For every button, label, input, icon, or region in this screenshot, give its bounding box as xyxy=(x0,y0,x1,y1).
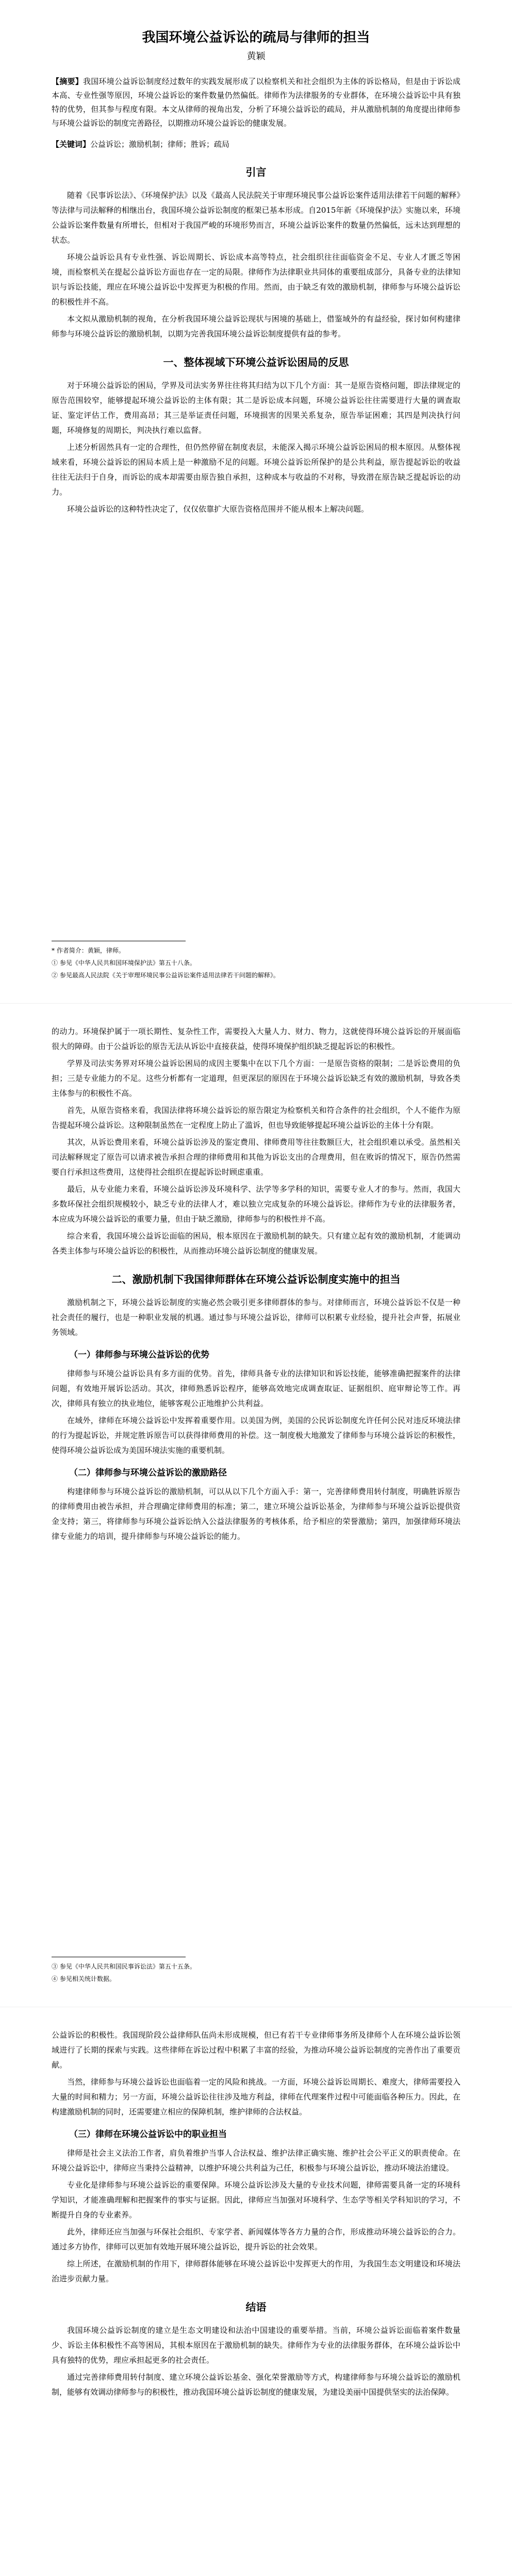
paragraph: 综上所述，在激励机制的作用下，律师群体能够在环境公益诉讼中发挥更大的作用，为我国生态文明建设和环境法治进步贡献力量。 xyxy=(52,2259,460,2283)
footnote: ④ 参见相关统计数据。 xyxy=(52,1975,115,1982)
subsection-heading: （一）律师参与环境公益诉讼的优势 xyxy=(69,1350,209,1360)
paper-title: 我国环境公益诉讼的疏局与律师的担当 xyxy=(142,30,370,45)
paragraph: 环境公益诉讼的这种特性决定了，仅仅依靠扩大原告资格范围并不能从根本上解决问题。 xyxy=(67,504,369,514)
paragraph: 我国环境公益诉讼制度的建立是生态文明建设和法治中国建设的重要举措。当前，环境公益诉讼面临着案件数量少、诉讼主体积极性不高等困局，其根本原因在于激励机制的缺失。律师作为专业的法律服务群体，在环境公益诉讼中具有独特的优势，理应承担起更多的社会责任。 xyxy=(52,2326,460,2365)
paragraph: 构建律师参与环境公益诉讼的激励机制，可以从以下几个方面入手：第一，完善律师费用转付制度，明确胜诉原告的律师费用由被告承担，并合理确定律师费用的标准；第二，建立环境公益诉讼基金，为律师参与环境公益诉讼提供资金支持；第三，将律师参与环境公益诉讼纳入公益法律服务的考核体系，给予相应的荣誉激励；第四，加强律师环境法律专业能力的培训，提升律师参与环境公益诉讼的能力。 xyxy=(52,1487,460,1541)
page-3-body xyxy=(52,2028,460,2286)
conclusion-heading: 结语 xyxy=(245,2301,267,2313)
footnotes-page-1 xyxy=(52,929,460,982)
paragraph: 在域外，律师在环境公益诉讼中发挥着重要作用。以美国为例，美国的公民诉讼制度允许任何公民对违反环境法律的行为提起诉讼，并规定胜诉原告可以获得律师费用的补偿。这一制度极大地激发了律师参与环境公益诉讼的积极性，使得环境公益诉讼成为美国环境法实施的重要机制。 xyxy=(52,1416,460,1455)
paragraph: 公益诉讼的积极性。我国现阶段公益律师队伍尚未形成规模，但已有若干专业律师事务所及律师个人在环境公益诉讼领域进行了长期的探索与实践。这些律师在诉讼过程中积累了丰富的经验，为推动环境公益诉讼制度的完善作出了重要贡献。 xyxy=(52,2030,460,2070)
paragraph: 此外，律师还应当加强与环保社会组织、专家学者、新闻媒体等各方力量的合作，形成推动环境公益诉讼的合力。通过多方协作，律师可以更加有效地开展环境公益诉讼，提升诉讼的社会效果。 xyxy=(52,2227,460,2251)
paragraph: 律师是社会主义法治工作者，肩负着维护当事人合法权益、维护法律正确实施、维护社会公平正义的职责使命。在环境公益诉讼中，律师应当秉持公益精神，以维护环境公共利益为己任，积极参与环境公益诉讼，推动环境法治建设。 xyxy=(52,2148,460,2173)
footnote: * 作者简介：黄颖，律师。 xyxy=(52,947,125,954)
paragraph: 学界及司法实务界对环境公益诉讼困局的成因主要集中在以下几个方面：一是原告资格的限制；二是诉讼费用的负担；三是专业能力的不足。这些分析都有一定道理，但更深层的原因在于环境公益诉讼缺乏有效的激励机制，导致各类主体参与的积极性不高。 xyxy=(52,1059,460,1098)
paragraph: 本文拟从激励机制的视角，在分析我国环境公益诉讼现状与困境的基础上，借鉴域外的有益经验，探讨如何构建律师参与环境公益诉讼的激励机制，以期为完善我国环境公益诉讼制度提供有益的参考。 xyxy=(52,314,460,338)
paragraph: 综合来看，我国环境公益诉讼面临的困局，根本原因在于激励机制的缺失。只有建立起有效的激励机制，才能调动各类主体参与环境公益诉讼的积极性，从而推动环境公益诉讼制度的健康发展。 xyxy=(52,1231,460,1256)
intro-heading: 引言 xyxy=(245,166,267,178)
paragraph: 对于环境公益诉讼的困局，学界及司法实务界往往将其归结为以下几个方面：其一是原告资格问题，即法律规定的原告范围较窄，能够提起环境公益诉讼的主体有限；其二是诉讼成本问题，环境公益诉讼往往需要进行大量的调查取证、鉴定评估工作，费用高昂；其三是举证责任问题，环境损害的因果关系复杂，原告举证困难；其四是判决执行问题，环境修复的周期长，判决执行难以监督。 xyxy=(52,381,460,435)
footnote: ① 参见《中华人民共和国环境保护法》第五十八条。 xyxy=(52,959,196,967)
keywords-label: 【关键词】 xyxy=(52,140,91,149)
paragraph: 律师参与环境公益诉讼具有多方面的优势。首先，律师具备专业的法律知识和诉讼技能，能够准确把握案件的法律问题，有效地开展诉讼活动。其次，律师熟悉诉讼程序，能够高效地完成调查取证、证据组织、庭审辩论等工作。再次，律师具有独立的执业地位，能够客观公正地维护公共利益。 xyxy=(52,1369,460,1408)
footnote: ② 参见最高人民法院《关于审理环境民事公益诉讼案件适用法律若干问题的解释》。 xyxy=(52,972,279,979)
page-1 xyxy=(0,0,512,1004)
intro-body xyxy=(52,188,460,342)
abstract xyxy=(52,75,460,130)
page-3 xyxy=(0,2007,512,2576)
subsection-heading: （三）律师在环境公益诉讼中的职业担当 xyxy=(69,2129,227,2140)
page-2-body xyxy=(52,1024,460,1259)
page-2 xyxy=(0,1004,512,2007)
section-1-heading: 一、整体视域下环境公益诉讼困局的反思 xyxy=(163,356,349,368)
paper-author: 黄颖 xyxy=(246,51,266,62)
keywords xyxy=(52,138,460,151)
paragraph: 上述分析固然具有一定的合理性，但仍然停留在制度表层，未能深入揭示环境公益诉讼困局的根本原因。从整体视域来看，环境公益诉讼的困局本质上是一种激励不足的问题。环境公益诉讼所保护的是公共利益，原告提起诉讼的收益往往无法归于自身，而诉讼的成本却需要由原告独自承担，这种成本与收益的不对称，导致潜在原告缺乏提起诉讼的动力。 xyxy=(52,443,460,497)
paragraph: 的动力。环境保护属于一项长期性、复杂性工作，需要投入大量人力、财力、物力，这就使得环境公益诉讼的开展面临很大的障碍。由于公益诉讼的原告无法从诉讼中直接获益，使得环境保护组织缺乏提起诉讼的积极性。 xyxy=(52,1027,460,1051)
footnotes-page-2 xyxy=(52,1945,460,1986)
paragraph: 通过完善律师费用转付制度、建立环境公益诉讼基金、强化荣誉激励等方式，构建律师参与环境公益诉讼的激励机制，能够有效调动律师参与的积极性，推动我国环境公益诉讼制度的健康发展，为建设美丽中国提供坚实的法治保障。 xyxy=(52,2372,460,2397)
paragraph: 其次，从诉讼费用来看，环境公益诉讼涉及的鉴定费用、律师费用等往往数额巨大，社会组织难以承受。虽然相关司法解释规定了原告可以请求被告承担合理的律师费用和其他为诉讼支出的合理费用，但在败诉的情况下，原告仍然需要自行承担这些费用，这使得社会组织在提起诉讼时顾虑重重。 xyxy=(52,1138,460,1177)
section-1-body xyxy=(52,378,460,517)
keywords-text: 公益诉讼；激励机制；律师；胜诉；疏局 xyxy=(90,140,230,149)
paragraph: 随着《民事诉讼法》、《环境保护法》以及《最高人民法院关于审理环境民事公益诉讼案件适用法律若干问题的解释》等法律与司法解释的相继出台，我国环境公益诉讼制度的框架已基本形成。自2015年新《环境保护法》实施以来，环境公益诉讼案件数量有所增长，但相对于我国严峻的环境形势而言，环境公益诉讼案件的数量仍然偏低，远未达到理想的状态。 xyxy=(52,191,460,245)
footnote: ③ 参见《中华人民共和国民事诉讼法》第五十五条。 xyxy=(52,1963,196,1970)
paragraph: 激励机制之下，环境公益诉讼制度的实施必然会吸引更多律师群体的参与。对律师而言，环境公益诉讼不仅是一种社会责任的履行，也是一种职业发展的机遇。通过参与环境公益诉讼，律师可以积累专业经验，提升社会声誉，拓展业务领域。 xyxy=(52,1298,460,1337)
abstract-text: 我国环境公益诉讼制度经过数年的实践发展形成了以检察机关和社会组织为主体的诉讼格局，但是由于诉讼成本高、专业性强等原因，环境公益诉讼的案件数量仍然偏低。律师作为法律服务的专业群体，在环境公益诉讼中具有独特的优势，但其参与程度有限。本文从律师的视角出发，分析了环境公益诉讼的疏局，并从激励机制的角度提出律师参与环境公益诉讼的制度完善路径，以期推动环境公益诉讼的健康发展。 xyxy=(52,77,460,128)
section-2-heading: 二、激励机制下我国律师群体在环境公益诉讼制度实施中的担当 xyxy=(111,1273,401,1285)
paragraph: 专业化是律师参与环境公益诉讼的重要保障。环境公益诉讼涉及大量的专业技术问题，律师需要具备一定的环境科学知识，才能准确理解和把握案件的事实与证据。因此，律师应当加强对环境科学、生态学等相关学科知识的学习，不断提升自身的专业素养。 xyxy=(52,2180,460,2219)
paragraph: 环境公益诉讼具有专业性强、诉讼周期长、诉讼成本高等特点，社会组织往往面临资金不足、专业人才匮乏等困境，而检察机关在提起公益诉讼方面也存在一定的局限。律师作为法律职业共同体的重要组成部分，具备专业的法律知识与诉讼技能，理应在环境公益诉讼中发挥更为积极的作用。然而，由于缺乏有效的激励机制，律师参与环境公益诉讼的积极性并不高。 xyxy=(52,252,460,307)
section-2-body xyxy=(52,1295,460,1544)
paragraph: 首先，从原告资格来看，我国法律将环境公益诉讼的原告限定为检察机关和符合条件的社会组织，个人不能作为原告提起环境公益诉讼。这种限制虽然在一定程度上防止了滥诉，但也导致能够提起环境公益诉讼的主体十分有限。 xyxy=(52,1106,460,1130)
conclusion-body xyxy=(52,2323,460,2400)
abstract-label: 【摘要】 xyxy=(52,77,84,86)
subsection-heading: （二）律师参与环境公益诉讼的激励路径 xyxy=(69,1468,227,1478)
paragraph: 最后，从专业能力来看，环境公益诉讼涉及环境科学、法学等多学科的知识，需要专业人才的参与。然而，我国大多数环保社会组织规模较小，缺乏专业的法律人才，难以独立完成复杂的环境公益诉讼。律师作为专业的法律服务者，本应成为环境公益诉讼的重要力量，但由于缺乏激励，律师参与的积极性并不高。 xyxy=(52,1184,460,1224)
paragraph: 当然，律师参与环境公益诉讼也面临着一定的风险和挑战。一方面，环境公益诉讼周期长、难度大，律师需要投入大量的时间和精力；另一方面，环境公益诉讼往往涉及地方利益，律师在代理案件过程中可能面临各种压力。因此，在构建激励机制的同时，还需要建立相应的保障机制，维护律师的合法权益。 xyxy=(52,2077,460,2116)
